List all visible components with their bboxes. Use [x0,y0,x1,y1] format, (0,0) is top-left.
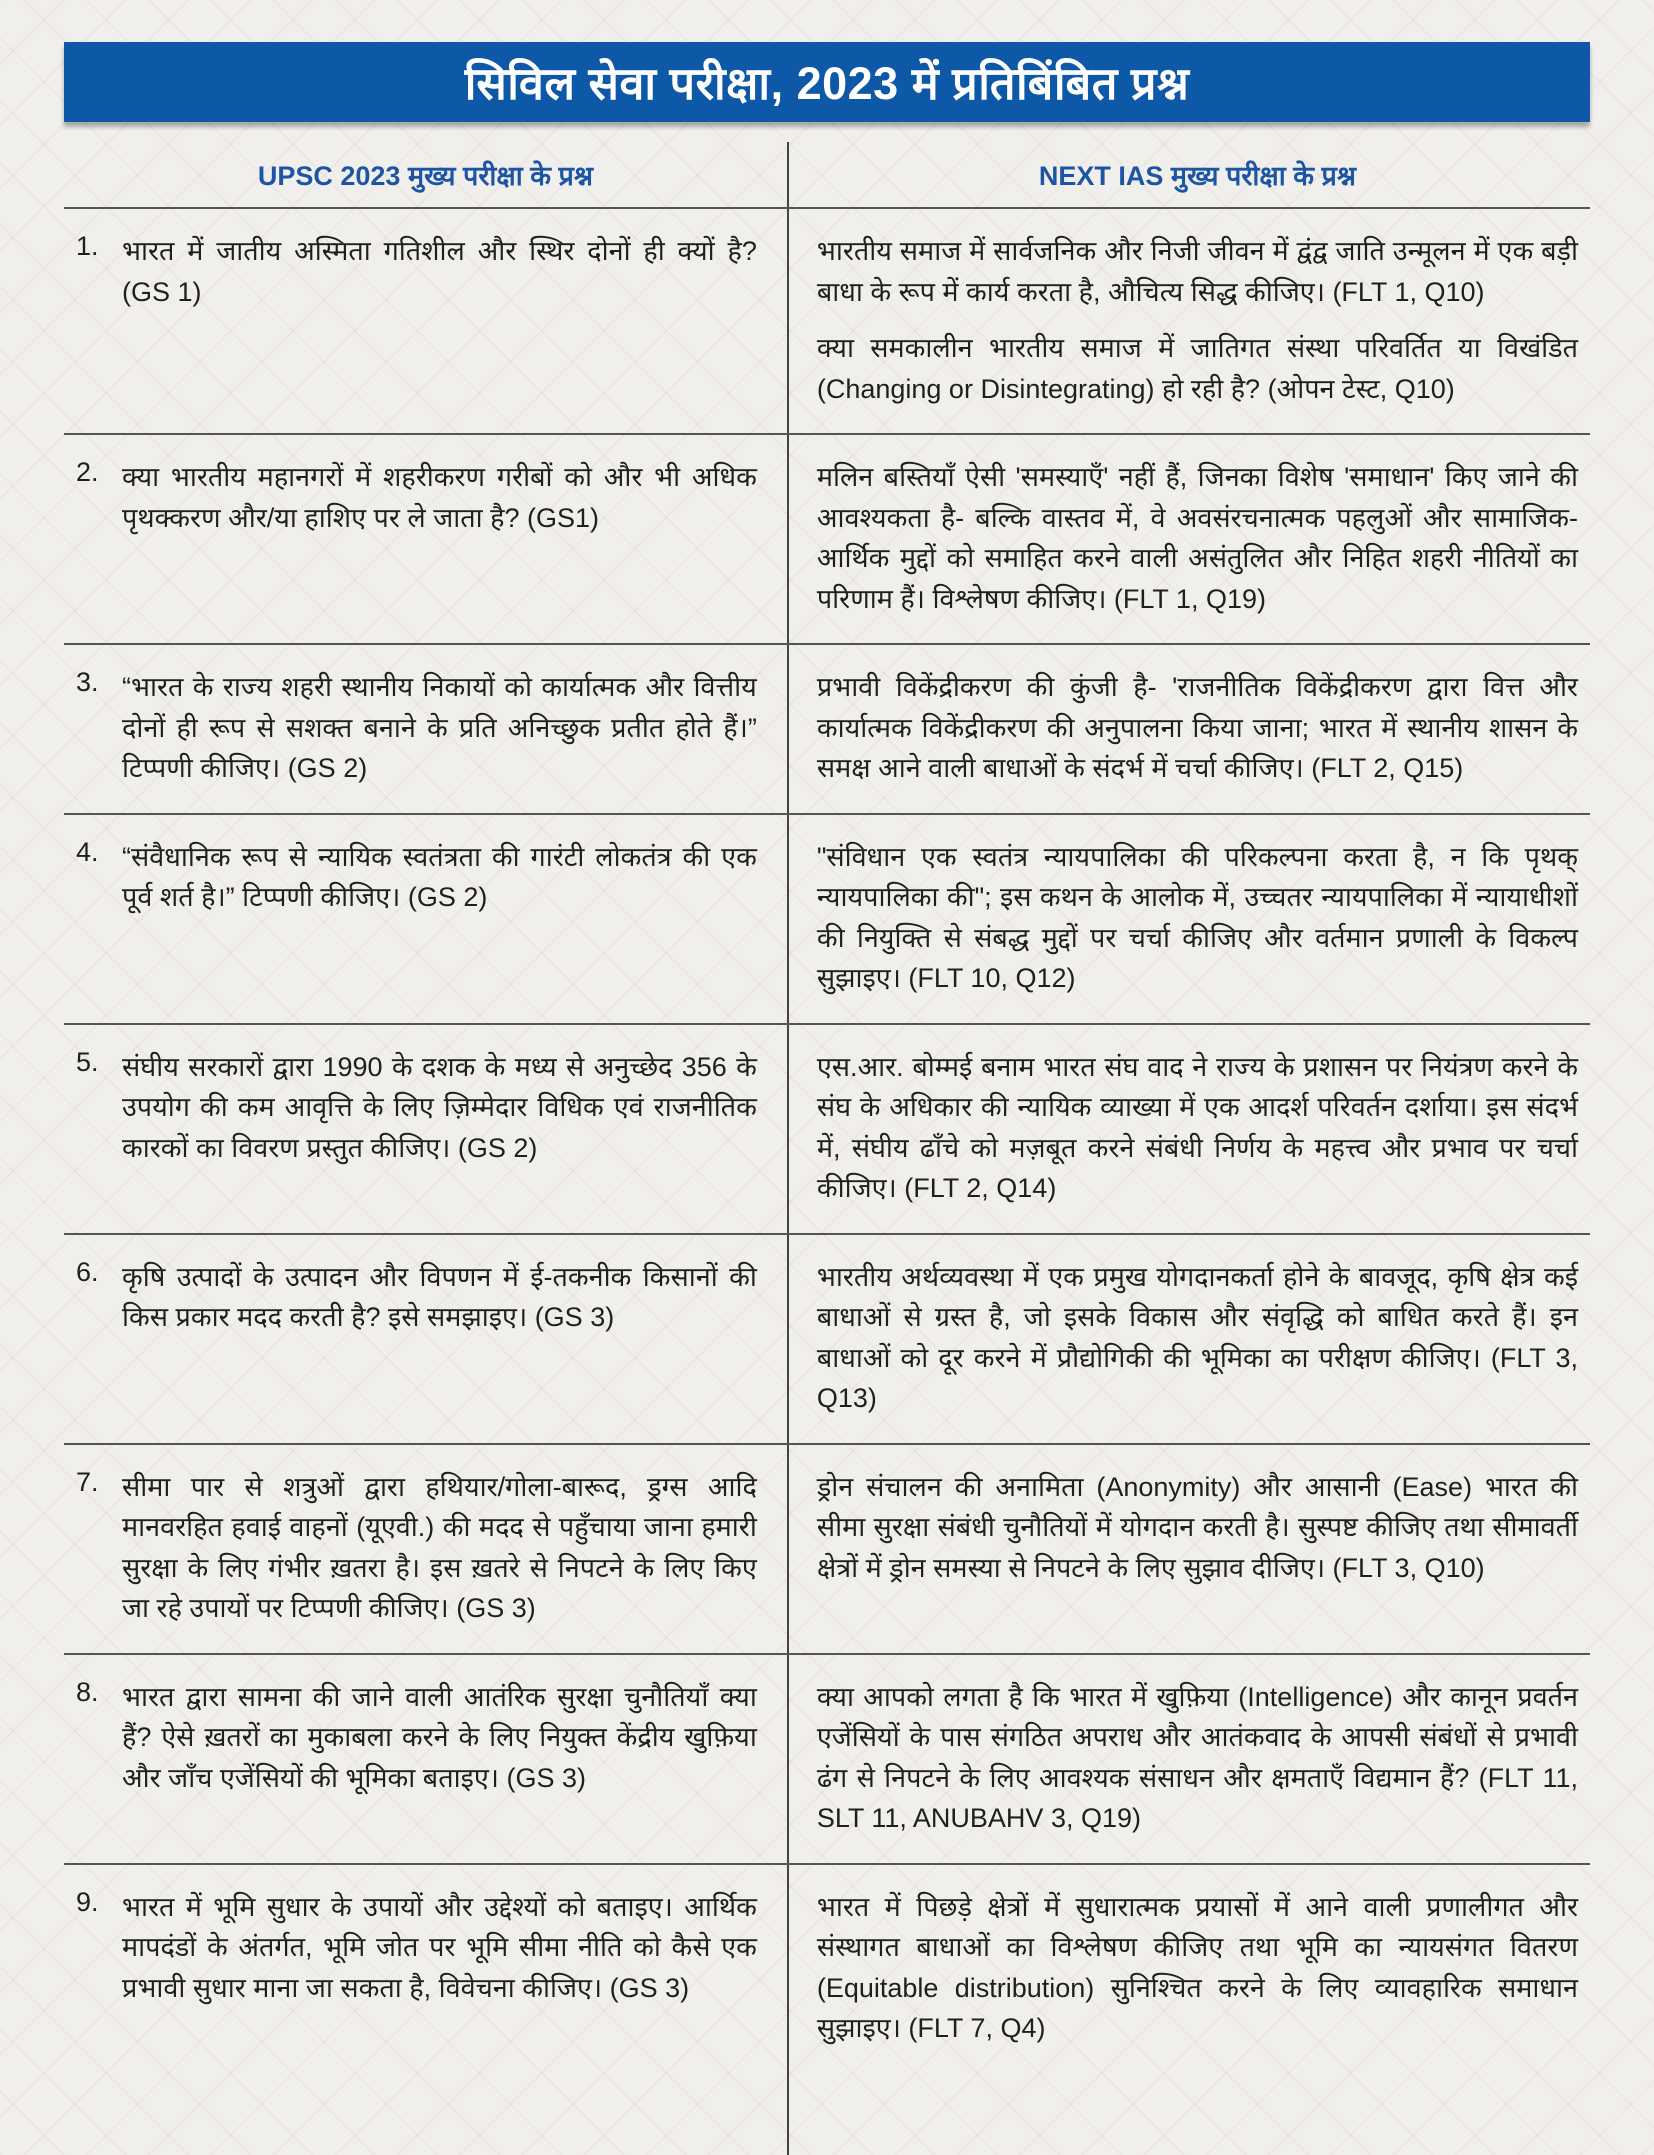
upsc-question: “संवैधानिक रूप से न्यायिक स्वतंत्रता की गारंटी लोकतंत्र की एक पूर्व शर्त है।” टिप्पणी कीजिए। (GS 2) [122,841,757,912]
upsc-question: भारत में भूमि सुधार के उपायों और उद्देश्यों को बताइए। आर्थिक मापदंडों के अंतर्गत, भूमि जोत पर भूमि सीमा नीति को कैसे एक प्रभावी सुधार माना जा सकता है, विवेचना कीजिए। (GS 3) [122,1891,757,2003]
table-row [64,209,1590,435]
table-row [64,1655,1590,1865]
upsc-cell [64,209,789,433]
title-banner [64,42,1590,122]
nextias-cell [789,645,1590,813]
question-number: 3. [76,667,99,697]
question-number: 7. [76,1466,99,1497]
table-row [64,815,1590,1025]
question-number: 2. [76,457,99,487]
nextias-question: भारत में पिछड़े क्षेत्रों में सुधारात्मक प्रयासों में आने वाली प्रणालीगत और संस्थागत बाधाओं का विश्लेषण कीजिए तथा भूमि का न्यायसंगत वितरण (Equitable distribution) सुनिश्चित करने के लिए व्यावहारिक समाधान सुझाइए। (FLT 7, Q4) [816,1891,1578,2043]
nextias-question: क्या आपको लगता है कि भारत में खुफ़िया (Intelligence) और कानून प्रवर्तन एजेंसियों के पास संगठित अपराध और आतंकवाद के आपसी संबंधों से प्रभावी ढंग से निपटने के लिए आवश्यक संसाधन और क्षमताएँ विद्यमान हैं? (FLT 11, SLT 11, ANUBAHV 3, Q19) [816,1681,1578,1833]
nextias-cell [789,1025,1590,1233]
table-row [64,1025,1590,1235]
questions-table [64,142,1590,2155]
question-number: 6. [76,1256,99,1287]
nextias-cell [789,209,1590,433]
nextias-question: "संविधान एक स्वतंत्र न्यायपालिका की परिकल्पना करता है, न कि पृथक् न्यायपालिका की"; इस कथन के आलोक में, उच्चतर न्यायपालिका में न्यायाधीशों की नियुक्ति से संबद्ध मुद्दों पर चर्चा कीजिए और वर्तमान प्रणाली के विकल्प सुझाइए। (FLT 10, Q12) [816,841,1578,993]
question-number: 4. [76,836,99,867]
upsc-cell [64,815,789,1023]
question-number: 1. [76,231,99,261]
question-number: 8. [76,1676,99,1707]
nextias-question: ड्रोन संचालन की अनामिता (Anonymity) और आसानी (Ease) भारत की सीमा सुरक्षा संबंधी चुनौतियों में योगदान करती है। सुस्पष्ट कीजिए तथा सीमावर्ती क्षेत्रों में ड्रोन समस्या से निपटने के लिए सुझाव दीजिए। (FLT 3, Q10) [816,1471,1578,1583]
upsc-question: “भारत के राज्य शहरी स्थानीय निकायों को कार्यात्मक और वित्तीय दोनों ही रूप से सशक्त बनाने के प्रति अनिच्छुक प्रतीत होते हैं।” टिप्पणी कीजिए। (GS 2) [122,672,757,783]
upsc-question: भारत द्वारा सामना की जाने वाली आतंरिक सुरक्षा चुनौतियाँ क्या हैं? ऐसे ख़तरों का मुकाबला करने के लिए नियुक्त केंद्रीय खुफ़िया और जाँच एजेंसियों की भूमिका बताइए। (GS 3) [122,1681,757,1793]
page-title: सिविल सेवा परीक्षा, 2023 में प्रतिबिंबित प्रश्न [464,57,1190,109]
nextias-cell [789,1235,1590,1443]
upsc-question: सीमा पार से शत्रुओं द्वारा हथियार/गोला-बारूद, ड्रग्स आदि मानवरहित हवाई वाहनों (यूएवी.) की मदद से पहुँचाया जाना हमारी सुरक्षा के लिए गंभीर ख़तरा है। इस ख़तरे से निपटने के लिए किए जा रहे उपायों पर टिप्पणी कीजिए। (GS 3) [122,1471,757,1623]
upsc-question: क्या भारतीय महानगरों में शहरीकरण गरीबों को और भी अधिक पृथक्करण और/या हाशिए पर ले जाता है? (GS1) [122,462,757,533]
nextias-question: प्रभावी विकेंद्रीकरण की कुंजी है- 'राजनीतिक विकेंद्रीकरण द्वारा वित्त और कार्यात्मक विकेंद्रीकरण की अनुपालना किया जाना; भारत में स्थानीय शासन के समक्ष आने वाली बाधाओं के संदर्भ में चर्चा कीजिए। (FLT 2, Q15) [816,672,1578,783]
upsc-header-cell [64,142,789,207]
upsc-cell [64,435,789,643]
upsc-question: संघीय सरकारों द्वारा 1990 के दशक के मध्य से अनुच्छेद 356 के उपयोग की कम आवृत्ति के लिए ज़िम्मेदार विधिक एवं राजनीतिक कारकों का विवरण प्रस्तुत कीजिए। (GS 2) [122,1051,757,1163]
table-row [64,1865,1590,2155]
upsc-cell [64,1025,789,1233]
upsc-cell [64,1445,789,1653]
upsc-cell [64,645,789,813]
table-row [64,1235,1590,1445]
nextias-question: क्या समकालीन भारतीय समाज में जातिगत संस्था परिवर्तित या विखंडित (Changing or Disintegrating) हो रही है? (ओपन टेस्ट, Q10) [816,333,1578,404]
question-number: 9. [76,1886,99,1917]
nextias-question: भारतीय अर्थव्यवस्था में एक प्रमुख योगदानकर्ता होने के बावजूद, कृषि क्षेत्र कई बाधाओं से ग्रस्त है, जो इसके विकास और संवृद्धि को बाधित करते हैं। इन बाधाओं को दूर करने में प्रौद्योगिकी की भूमिका का परीक्षण कीजिए। (FLT 3, Q13) [816,1261,1578,1413]
table-row [64,435,1590,645]
nextias-cell [789,1865,1590,2155]
nextias-cell [789,1655,1590,1863]
table-header-row [64,142,1590,209]
nextias-header-cell [789,142,1590,207]
upsc-cell [64,1235,789,1443]
question-number: 5. [76,1046,99,1077]
upsc-cell [64,1655,789,1863]
upsc-question: कृषि उत्पादों के उत्पादन और विपणन में ई-तकनीक किसानों की किस प्रकार मदद करती है? इसे समझाइए। (GS 3) [122,1261,757,1332]
nextias-question: एस.आर. बोम्मई बनाम भारत संघ वाद ने राज्य के प्रशासन पर नियंत्रण करने के संघ के अधिकार की न्यायिक व्याख्या में एक आदर्श परिवर्तन दर्शाया। इस संदर्भ में, संघीय ढाँचे को मज़बूत करने संबंधी निर्णय के महत्त्व और प्रभाव पर चर्चा कीजिए। (FLT 2, Q14) [816,1051,1578,1203]
nextias-cell [789,1445,1590,1653]
upsc-question: भारत में जातीय अस्मिता गतिशील और स्थिर दोनों ही क्यों है? (GS 1) [122,236,757,307]
upsc-cell [64,1865,789,2155]
nextias-question: मलिन बस्तियाँ ऐसी 'समस्याएँ' नहीं हैं, जिनका विशेष 'समाधान' किए जाने की आवश्यकता है- बल्कि वास्तव में, वे अवसंरचनात्मक पहलुओं और सामाजिक-आर्थिक मुद्दों को समाहित करने वाली असंतुलित और निहित शहरी नीतियों का परिणाम हैं। विश्लेषण कीजिए। (FLT 1, Q19) [816,462,1578,614]
nextias-cell [789,815,1590,1023]
table-row [64,645,1590,815]
upsc-column-header: UPSC 2023 मुख्य परीक्षा के प्रश्न [257,161,593,191]
table-row [64,1445,1590,1655]
nextias-cell [789,435,1590,643]
nextias-column-header: NEXT IAS मुख्य परीक्षा के प्रश्न [1038,161,1356,191]
nextias-question: भारतीय समाज में सार्वजनिक और निजी जीवन में द्वंद्व जाति उन्मूलन में एक बड़ी बाधा के रूप में कार्य करता है, औचित्य सिद्ध कीजिए। (FLT 1, Q10) [816,236,1578,307]
